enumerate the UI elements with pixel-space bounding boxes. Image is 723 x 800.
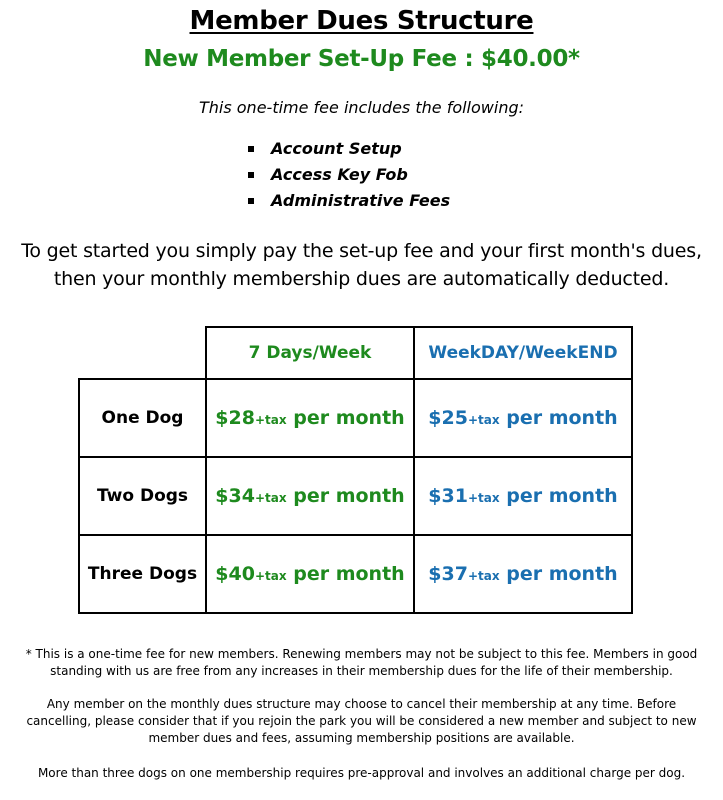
row-label-two-dogs: Two Dogs bbox=[79, 457, 206, 535]
period-label: per month bbox=[293, 485, 405, 507]
note-line: standing with us are free from any increases in their membership dues for the life of their membership. bbox=[50, 664, 673, 678]
table-header-row bbox=[79, 327, 632, 379]
price-cell bbox=[206, 379, 414, 457]
price-cell bbox=[414, 379, 632, 457]
table-row bbox=[79, 457, 632, 535]
table-row bbox=[79, 379, 632, 457]
price-amount: $31 bbox=[428, 485, 468, 507]
column-header-7-days: 7 Days/Week bbox=[206, 327, 414, 379]
price-cell bbox=[206, 457, 414, 535]
tax-label: +tax bbox=[254, 491, 287, 505]
price-amount: $25 bbox=[428, 407, 468, 429]
footnote-setup-fee bbox=[0, 646, 723, 680]
price-amount: $40 bbox=[215, 563, 255, 585]
period-label: per month bbox=[506, 563, 618, 585]
period-label: per month bbox=[506, 407, 618, 429]
price-cell bbox=[414, 535, 632, 613]
table-row bbox=[79, 535, 632, 613]
note-line: member dues and fees, assuming membership positions are available. bbox=[148, 731, 575, 745]
tax-label: +tax bbox=[467, 491, 500, 505]
row-label-three-dogs: Three Dogs bbox=[79, 535, 206, 613]
price-amount: $37 bbox=[428, 563, 468, 585]
fee-intro: This one-time fee includes the following: bbox=[198, 98, 525, 117]
getting-started-text bbox=[0, 237, 723, 293]
tax-label: +tax bbox=[467, 569, 500, 583]
row-label-one-dog: One Dog bbox=[79, 379, 206, 457]
price-cell bbox=[206, 535, 414, 613]
price-amount: $34 bbox=[215, 485, 255, 507]
period-label: per month bbox=[293, 563, 405, 585]
getting-started-line: To get started you simply pay the set-up fee and your first month's dues, bbox=[21, 240, 702, 262]
note-extra-dogs: More than three dogs on one membership requires pre-approval and involves an additional charge per dog. bbox=[37, 766, 686, 780]
note-line: cancelling, please consider that if you rejoin the park you will be considered a new member and subject to new bbox=[26, 714, 697, 728]
list-item: Administrative Fees bbox=[246, 188, 450, 214]
column-header-weekday-weekend: WeekDAY/WeekEND bbox=[414, 327, 632, 379]
period-label: per month bbox=[293, 407, 405, 429]
tax-label: +tax bbox=[467, 413, 500, 427]
tax-label: +tax bbox=[254, 413, 287, 427]
tax-label: +tax bbox=[254, 569, 287, 583]
price-amount: $28 bbox=[215, 407, 255, 429]
note-line: Any member on the monthly dues structure may choose to cancel their membership at any time. Before bbox=[46, 697, 677, 711]
setup-fee-heading: New Member Set-Up Fee : $40.00* bbox=[143, 46, 580, 72]
note-cancellation bbox=[0, 696, 723, 747]
price-cell bbox=[414, 457, 632, 535]
page-title: Member Dues Structure bbox=[189, 6, 534, 36]
getting-started-line: then your monthly membership dues are automatically deducted. bbox=[53, 268, 670, 290]
list-item: Access Key Fob bbox=[246, 162, 450, 188]
period-label: per month bbox=[506, 485, 618, 507]
included-items-list bbox=[246, 136, 450, 214]
dues-table bbox=[78, 326, 633, 614]
note-line: * This is a one-time fee for new members. Renewing members may not be subject to this fee. Members in good bbox=[25, 647, 698, 661]
empty-corner-cell bbox=[79, 327, 206, 379]
list-item: Account Setup bbox=[246, 136, 450, 162]
